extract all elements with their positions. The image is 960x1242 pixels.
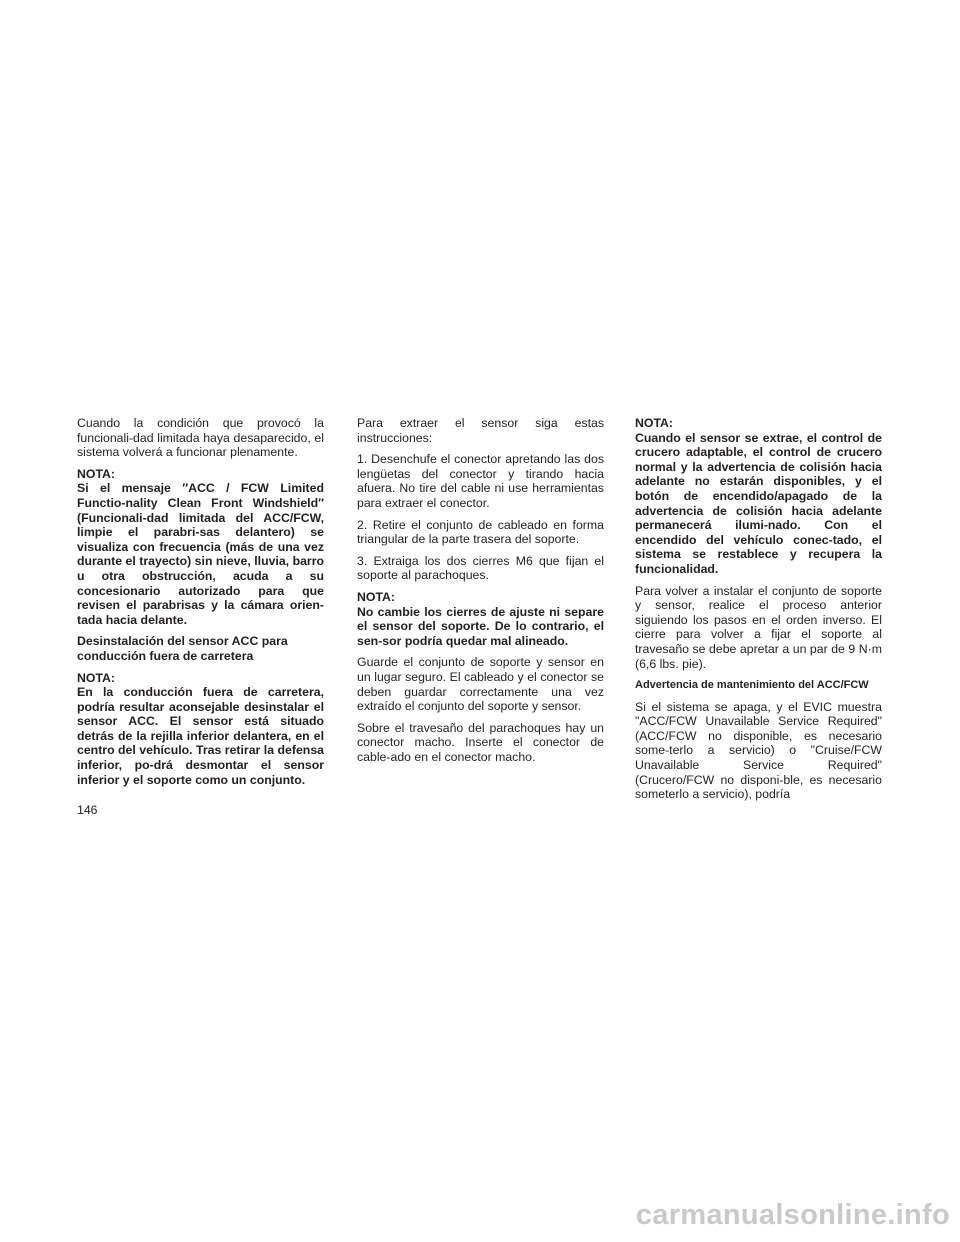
step-1: 1. Desenchufe el conector apretando las dos lengüetas del conector y tirando hacia afuera. No tire del cable ni use herramientas para extraer el conector. [357, 452, 604, 510]
intro-paragraph: Cuando la condición que provocó la funcionali-dad limitada haya desaparecido, el sistema volverá a funcionar plenamente. [77, 416, 324, 460]
paragraph: Para volver a instalar el conjunto de soporte y sensor, realice el proceso anterior siguiendo los pasos en el orden inverso. El cierre para volver a fijar el soporte al travesaño se debe apretar a un par de 9 N·m (6,6 lbs. pie). [635, 583, 882, 671]
column-middle [357, 416, 604, 771]
note-label: NOTA: [635, 416, 674, 430]
column-right [635, 416, 882, 809]
paragraph: Sobre el travesaño del parachoques hay un conector macho. Inserte el conector de cable-ado en el conector macho. [357, 720, 604, 764]
note-text: No cambie los cierres de ajuste ni separe el sensor del soporte. De lo contrario, el sen-sor podría quedar mal alineado. [357, 604, 604, 648]
column-left [77, 416, 324, 794]
intro-paragraph: Para extraer el sensor siga estas instrucciones: [357, 416, 604, 445]
note-label: NOTA: [77, 466, 116, 481]
note-text: Si el mensaje ″ACC / FCW Limited Functio-nality Clean Front Windshield″ (Funcionali-dad limitada del ACC/FCW, limpie el parabri-sas delantero) se visualiza con frecuencia (más de una vez durante el trayecto) sin nieve, lluvia, barro u otra obstrucción, acuda a su concesionario autorizado para que revisen el parabrisas y la cámara orien-tada hacia delante. [77, 481, 324, 627]
step-3: 3. Extraiga los dos cierres M6 que fijan el soporte al parachoques. [357, 553, 604, 583]
note-text: En la conducción fuera de carretera, podría resultar aconsejable desinstalar el sensor ACC. El sensor está situado detrás de la rejilla inferior delantera, en el centro del vehículo. Tras retirar la defensa inferior, po-drá desmontar el sensor inferior y el soporte como un conjunto. [77, 685, 324, 787]
section-heading: Desinstalación del sensor ACC para conducción fuera de carretera [77, 634, 288, 663]
paragraph: Si el sistema se apaga, y el EVIC muestra "ACC/FCW Unavailable Service Required" (ACC/FCW no disponible, es necesario some-terlo a servicio) o "Cruise/FCW Unavailable Service Required" (Crucero/FCW no disponi-ble, es necesario someterlo a servicio), podría [635, 699, 882, 802]
step-2: 2. Retire el conjunto de cableado en forma triangular de la parte trasera del soporte. [357, 517, 604, 547]
watermark-link[interactable]: carmanualsonline.info [635, 1199, 950, 1231]
note-label: NOTA: [77, 670, 116, 685]
subsection-heading: Advertencia de mantenimiento del ACC/FCW [635, 679, 869, 692]
paragraph: Guarde el conjunto de soporte y sensor en un lugar seguro. El cableado y el conector se deben guardar correctamente una vez extraído el conjunto del soporte y sensor. [357, 655, 604, 714]
note-text: Cuando el sensor se extrae, el control de crucero adaptable, el control de crucero normal y la advertencia de colisión hacia adelante no estarán disponibles, y el botón de encendido/apagado de la advertencia de colisión hacia adelante permanecerá ilumi-nado. Con el encendido del vehículo conec-tado, el sistema se restablece y recupera la funcionalidad. [635, 430, 882, 576]
page-number: 146 [77, 803, 98, 817]
note-label: NOTA: [357, 589, 396, 604]
